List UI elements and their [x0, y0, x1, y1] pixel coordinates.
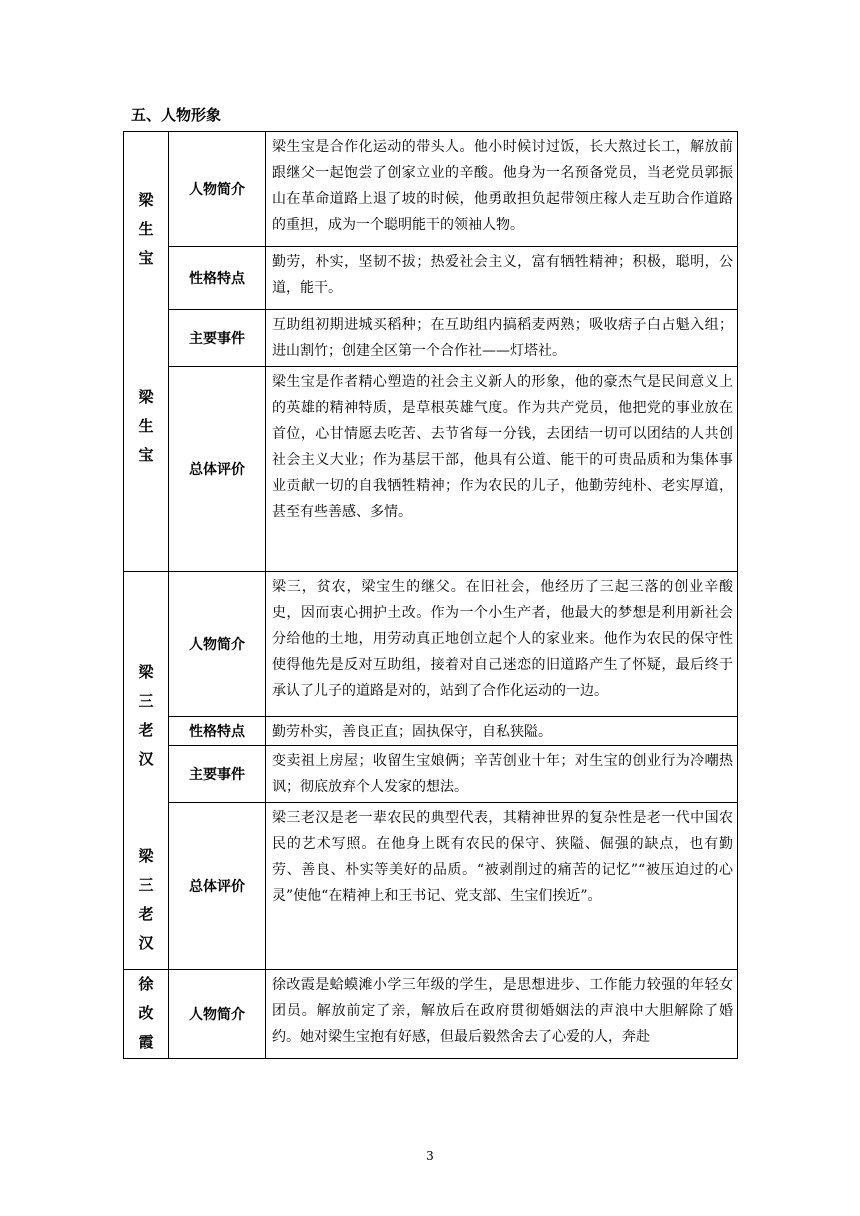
table-row — [124, 717, 738, 746]
row-content: 变卖祖上房屋；收留生宝娘俩；辛苦创业十年；对生宝的创业行为冷嘲热讽；彻底放弃个人发家的想法。 — [266, 746, 738, 803]
row-label: 人物简介 — [169, 970, 266, 1059]
row-label: 总体评价 — [169, 803, 266, 970]
row-content: 梁生宝是合作化运动的带头人。他小时候讨过饭，长大熬过长工，解放前跟继父一起饱尝了创家立业的辛酸。他身为一名预备党员，当老党员郭振山在革命道路上退了坡的时候，他勇敢担负起带领庄稼人走互助合作道路的重担，成为一个聪明能干的领袖人物。 — [266, 132, 738, 247]
table-row — [124, 247, 738, 310]
character-table — [123, 131, 738, 1059]
row-content: 徐改霞是蛤蟆滩小学三年级的学生，是思想进步、工作能力较强的年轻女团员。解放前定了亲，解放后在政府贯彻婚姻法的声浪中大胆解除了婚约。她对梁生宝抱有好感，但最后毅然舍去了心爱的人，奔赴 — [266, 970, 738, 1059]
row-label: 人物简介 — [169, 132, 266, 247]
character-name-top: 梁 三 老 汉 — [138, 663, 154, 768]
table-row — [124, 572, 738, 717]
table-row — [124, 970, 738, 1059]
character-name-bottom: 梁 三 老 汉 — [138, 847, 154, 952]
row-content: 勤劳，朴实，坚韧不拔；热爱社会主义，富有牺牲精神；积极，聪明，公道，能干。 — [266, 247, 738, 310]
table-row — [124, 367, 738, 572]
row-content: 互助组初期进城买稻种；在互助组内搞稻麦两熟；吸收痞子白占魁入组；进山割竹；创建全区第一个合作社——灯塔社。 — [266, 310, 738, 367]
row-content: 梁生宝是作者精心塑造的社会主义新人的形象，他的豪杰气是民间意义上的英雄的精神特质，是草根英雄气度。作为共产党员，他把党的事业放在首位，心甘情愿去吃苦、去节省每一分钱，去团结一切可以团结的人共创社会主义大业；作为基层干部，他具有公道、能干的可贵品质和为集体事业贡献一切的自我牺牲精神；作为农民的儿子，他勤劳纯朴、老实厚道，甚至有些善感、多情。 — [266, 367, 738, 572]
character-name-cell — [124, 970, 169, 1059]
page-number: 3 — [426, 1149, 434, 1163]
section-title: 五、人物形象 — [131, 106, 222, 124]
character-name-bottom: 梁 生 宝 — [138, 388, 154, 464]
row-label: 总体评价 — [169, 367, 266, 572]
table-row — [124, 310, 738, 367]
row-label: 性格特点 — [169, 717, 266, 746]
row-content: 梁三，贫农，梁宝生的继父。在旧社会，他经历了三起三落的创业辛酸史，因而衷心拥护土改。作为一个小生产者，他最大的梦想是利用新社会分给他的土地，用劳动真正地创立起个人的家业来。他作为农民的保守性使得他先是反对互助组，接着对自己迷恋的旧道路产生了怀疑，最后终于承认了儿子的道路是对的，站到了合作化运动的一边。 — [266, 572, 738, 717]
row-content: 勤劳朴实，善良正直；固执保守，自私狭隘。 — [266, 717, 738, 746]
table-row — [124, 132, 738, 247]
table-row — [124, 746, 738, 803]
table-row — [124, 803, 738, 970]
character-name-top: 梁 生 宝 — [138, 191, 154, 267]
character-name-cell — [124, 132, 169, 572]
row-label: 主要事件 — [169, 310, 266, 367]
character-name-top: 徐 改 霞 — [138, 975, 154, 1051]
row-content: 梁三老汉是老一辈农民的典型代表，其精神世界的复杂性是老一代中国农民的艺术写照。在他身上既有农民的保守、狭隘、倔强的缺点，也有勤劳、善良、朴实等美好的品质。“被剥削过的痛苦的记忆”“被压迫过的心灵”使他“在精神上和王书记、党支部、生宝们挨近”。 — [266, 803, 738, 970]
character-name-cell — [124, 572, 169, 970]
row-label: 主要事件 — [169, 746, 266, 803]
row-label: 性格特点 — [169, 247, 266, 310]
row-label: 人物简介 — [169, 572, 266, 717]
